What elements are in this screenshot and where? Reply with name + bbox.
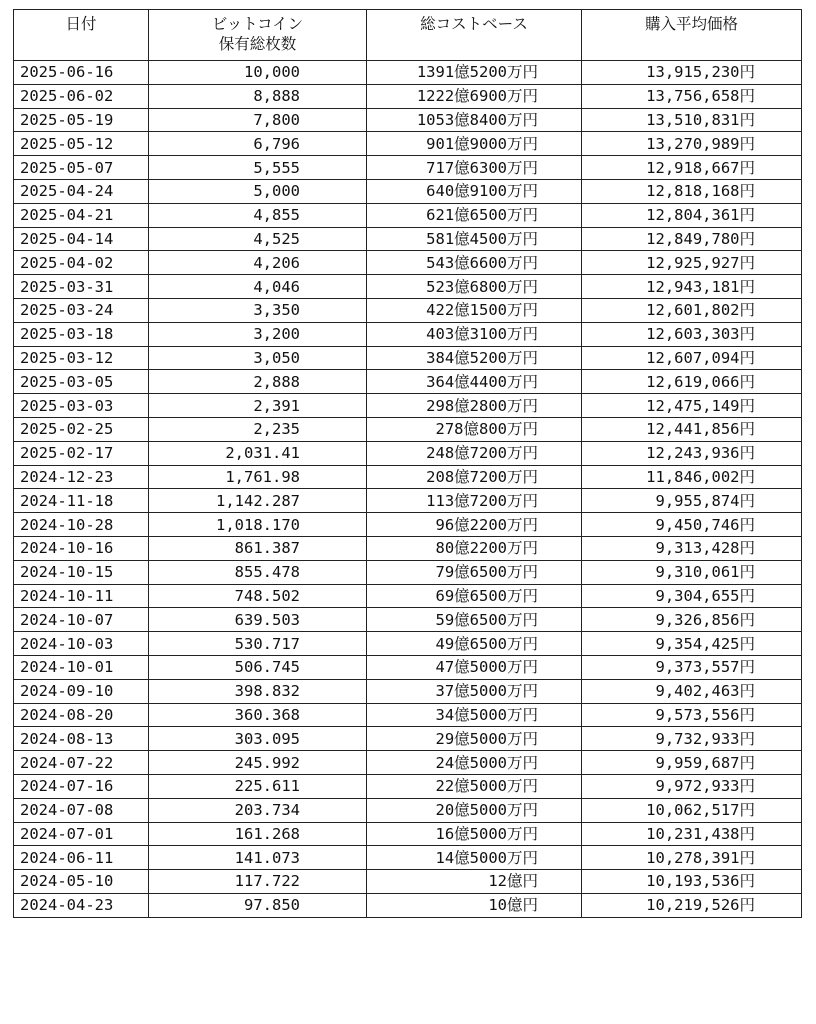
- table-row: [14, 536, 802, 560]
- date-cell: 2025-05-12: [14, 132, 149, 156]
- date-cell: 2024-10-07: [14, 608, 149, 632]
- table-row: [14, 61, 802, 85]
- btc-holdings-cell: 3,350: [149, 298, 367, 322]
- total-cost-cell: 29億5000万円: [367, 727, 582, 751]
- date-cell: 2024-08-20: [14, 703, 149, 727]
- total-cost-cell: 621億6500万円: [367, 203, 582, 227]
- average-price-cell: 13,756,658円: [582, 84, 802, 108]
- total-cost-cell: 96億2200万円: [367, 513, 582, 537]
- total-cost-cell: 364億4400万円: [367, 370, 582, 394]
- table-header: [14, 10, 802, 61]
- date-cell: 2024-11-18: [14, 489, 149, 513]
- date-cell: 2025-02-25: [14, 417, 149, 441]
- btc-holdings-cell: 10,000: [149, 61, 367, 85]
- table-row: [14, 108, 802, 132]
- average-price-cell: 12,818,168円: [582, 179, 802, 203]
- table-row: [14, 394, 802, 418]
- header-average-price: [582, 10, 802, 61]
- btc-holdings-cell: 506.745: [149, 655, 367, 679]
- total-cost-cell: 80億2200万円: [367, 536, 582, 560]
- header-date-label: 日付: [65, 15, 97, 33]
- btc-holdings-cell: 5,000: [149, 179, 367, 203]
- table-row: [14, 679, 802, 703]
- table-row: [14, 84, 802, 108]
- date-cell: 2025-06-16: [14, 61, 149, 85]
- table-row: [14, 322, 802, 346]
- date-cell: 2025-03-18: [14, 322, 149, 346]
- average-price-cell: 13,270,989円: [582, 132, 802, 156]
- date-cell: 2024-10-01: [14, 655, 149, 679]
- date-cell: 2024-07-16: [14, 774, 149, 798]
- btc-holdings-cell: 303.095: [149, 727, 367, 751]
- date-cell: 2024-04-23: [14, 893, 149, 917]
- table-row: [14, 822, 802, 846]
- average-price-cell: 12,243,936円: [582, 441, 802, 465]
- btc-holdings-cell: 2,031.41: [149, 441, 367, 465]
- average-price-cell: 9,402,463円: [582, 679, 802, 703]
- total-cost-cell: 208億7200万円: [367, 465, 582, 489]
- average-price-cell: 12,475,149円: [582, 394, 802, 418]
- date-cell: 2025-04-14: [14, 227, 149, 251]
- date-cell: 2025-05-19: [14, 108, 149, 132]
- average-price-cell: 9,732,933円: [582, 727, 802, 751]
- total-cost-cell: 901億9000万円: [367, 132, 582, 156]
- btc-holdings-cell: 203.734: [149, 798, 367, 822]
- table-body: [14, 61, 802, 918]
- header-btc-holdings: [149, 10, 367, 61]
- average-price-cell: 10,219,526円: [582, 893, 802, 917]
- table-row: [14, 227, 802, 251]
- table-row: [14, 751, 802, 775]
- table-row: [14, 465, 802, 489]
- total-cost-cell: 384億5200万円: [367, 346, 582, 370]
- total-cost-cell: 543億6600万円: [367, 251, 582, 275]
- average-price-cell: 12,925,927円: [582, 251, 802, 275]
- btc-holdings-cell: 360.368: [149, 703, 367, 727]
- table-row: [14, 275, 802, 299]
- average-price-cell: 12,619,066円: [582, 370, 802, 394]
- btc-holdings-cell: 141.073: [149, 846, 367, 870]
- date-cell: 2025-04-24: [14, 179, 149, 203]
- btc-holdings-cell: 225.611: [149, 774, 367, 798]
- total-cost-cell: 717億6300万円: [367, 156, 582, 180]
- total-cost-cell: 47億5000万円: [367, 655, 582, 679]
- total-cost-cell: 1222億6900万円: [367, 84, 582, 108]
- btc-holdings-cell: 2,391: [149, 394, 367, 418]
- date-cell: 2025-03-05: [14, 370, 149, 394]
- table-row: [14, 608, 802, 632]
- btc-holdings-cell: 639.503: [149, 608, 367, 632]
- average-price-cell: 12,943,181円: [582, 275, 802, 299]
- average-price-cell: 10,231,438円: [582, 822, 802, 846]
- total-cost-cell: 523億6800万円: [367, 275, 582, 299]
- header-btc-line2: 保有総枚数: [218, 35, 297, 53]
- btc-holdings-cell: 3,200: [149, 322, 367, 346]
- date-cell: 2024-07-01: [14, 822, 149, 846]
- btc-holdings-cell: 2,888: [149, 370, 367, 394]
- date-cell: 2024-08-13: [14, 727, 149, 751]
- total-cost-cell: 69億6500万円: [367, 584, 582, 608]
- table-row: [14, 370, 802, 394]
- total-cost-cell: 298億2800万円: [367, 394, 582, 418]
- date-cell: 2025-04-21: [14, 203, 149, 227]
- average-price-cell: 9,959,687円: [582, 751, 802, 775]
- average-price-cell: 10,062,517円: [582, 798, 802, 822]
- btc-holdings-cell: 1,761.98: [149, 465, 367, 489]
- total-cost-cell: 37億5000万円: [367, 679, 582, 703]
- table-row: [14, 513, 802, 537]
- total-cost-cell: 49億6500万円: [367, 632, 582, 656]
- btc-holdings-cell: 4,046: [149, 275, 367, 299]
- total-cost-cell: 403億3100万円: [367, 322, 582, 346]
- table-row: [14, 774, 802, 798]
- table-row: [14, 584, 802, 608]
- table-row: [14, 441, 802, 465]
- average-price-cell: 10,278,391円: [582, 846, 802, 870]
- average-price-cell: 12,849,780円: [582, 227, 802, 251]
- total-cost-cell: 640億9100万円: [367, 179, 582, 203]
- btc-holdings-cell: 748.502: [149, 584, 367, 608]
- date-cell: 2025-02-17: [14, 441, 149, 465]
- btc-holdings-cell: 3,050: [149, 346, 367, 370]
- total-cost-cell: 16億5000万円: [367, 822, 582, 846]
- table-row: [14, 893, 802, 917]
- table-row: [14, 179, 802, 203]
- total-cost-cell: 12億円: [367, 870, 582, 894]
- date-cell: 2024-09-10: [14, 679, 149, 703]
- table-row: [14, 346, 802, 370]
- average-price-cell: 12,804,361円: [582, 203, 802, 227]
- average-price-cell: 12,607,094円: [582, 346, 802, 370]
- btc-holdings-cell: 398.832: [149, 679, 367, 703]
- table-row: [14, 298, 802, 322]
- average-price-cell: 9,326,856円: [582, 608, 802, 632]
- date-cell: 2024-10-03: [14, 632, 149, 656]
- total-cost-cell: 34億5000万円: [367, 703, 582, 727]
- total-cost-cell: 581億4500万円: [367, 227, 582, 251]
- average-price-cell: 9,373,557円: [582, 655, 802, 679]
- header-avg-label: 購入平均価格: [644, 15, 738, 33]
- date-cell: 2025-03-31: [14, 275, 149, 299]
- btc-holdings-cell: 97.850: [149, 893, 367, 917]
- btc-holdings-cell: 6,796: [149, 132, 367, 156]
- date-cell: 2025-05-07: [14, 156, 149, 180]
- average-price-cell: 9,304,655円: [582, 584, 802, 608]
- average-price-cell: 9,450,746円: [582, 513, 802, 537]
- total-cost-cell: 20億5000万円: [367, 798, 582, 822]
- btc-holdings-cell: 245.992: [149, 751, 367, 775]
- table-row: [14, 203, 802, 227]
- header-row: [14, 10, 802, 61]
- date-cell: 2025-03-03: [14, 394, 149, 418]
- table-row: [14, 251, 802, 275]
- btc-holdings-cell: 117.722: [149, 870, 367, 894]
- average-price-cell: 12,441,856円: [582, 417, 802, 441]
- date-cell: 2024-07-08: [14, 798, 149, 822]
- average-price-cell: 12,603,303円: [582, 322, 802, 346]
- btc-holdings-cell: 861.387: [149, 536, 367, 560]
- average-price-cell: 13,510,831円: [582, 108, 802, 132]
- date-cell: 2025-04-02: [14, 251, 149, 275]
- average-price-cell: 12,918,667円: [582, 156, 802, 180]
- date-cell: 2025-03-24: [14, 298, 149, 322]
- total-cost-cell: 248億7200万円: [367, 441, 582, 465]
- table-row: [14, 846, 802, 870]
- btc-holdings-cell: 4,855: [149, 203, 367, 227]
- total-cost-cell: 59億6500万円: [367, 608, 582, 632]
- date-cell: 2024-10-11: [14, 584, 149, 608]
- total-cost-cell: 10億円: [367, 893, 582, 917]
- table-row: [14, 489, 802, 513]
- average-price-cell: 13,915,230円: [582, 61, 802, 85]
- total-cost-cell: 79億6500万円: [367, 560, 582, 584]
- total-cost-cell: 14億5000万円: [367, 846, 582, 870]
- average-price-cell: 9,354,425円: [582, 632, 802, 656]
- btc-holdings-cell: 161.268: [149, 822, 367, 846]
- btc-holdings-cell: 1,018.170: [149, 513, 367, 537]
- average-price-cell: 9,313,428円: [582, 536, 802, 560]
- bitcoin-holdings-table: [13, 9, 802, 918]
- btc-holdings-cell: 1,142.287: [149, 489, 367, 513]
- average-price-cell: 9,310,061円: [582, 560, 802, 584]
- header-cost-label: 総コストベース: [420, 15, 528, 33]
- btc-holdings-cell: 4,206: [149, 251, 367, 275]
- header-btc-line1: ビットコイン: [211, 15, 304, 33]
- date-cell: 2024-05-10: [14, 870, 149, 894]
- date-cell: 2024-10-16: [14, 536, 149, 560]
- date-cell: 2025-06-02: [14, 84, 149, 108]
- total-cost-cell: 22億5000万円: [367, 774, 582, 798]
- table-row: [14, 655, 802, 679]
- date-cell: 2024-10-15: [14, 560, 149, 584]
- btc-holdings-cell: 4,525: [149, 227, 367, 251]
- average-price-cell: 11,846,002円: [582, 465, 802, 489]
- date-cell: 2024-06-11: [14, 846, 149, 870]
- total-cost-cell: 113億7200万円: [367, 489, 582, 513]
- average-price-cell: 9,972,933円: [582, 774, 802, 798]
- table-row: [14, 870, 802, 894]
- date-cell: 2024-07-22: [14, 751, 149, 775]
- btc-holdings-cell: 530.717: [149, 632, 367, 656]
- btc-holdings-cell: 7,800: [149, 108, 367, 132]
- average-price-cell: 9,573,556円: [582, 703, 802, 727]
- date-cell: 2024-12-23: [14, 465, 149, 489]
- table-row: [14, 727, 802, 751]
- total-cost-cell: 1391億5200万円: [367, 61, 582, 85]
- average-price-cell: 10,193,536円: [582, 870, 802, 894]
- average-price-cell: 9,955,874円: [582, 489, 802, 513]
- total-cost-cell: 422億1500万円: [367, 298, 582, 322]
- table-row: [14, 632, 802, 656]
- date-cell: 2025-03-12: [14, 346, 149, 370]
- btc-holdings-cell: 2,235: [149, 417, 367, 441]
- btc-holdings-cell: 8,888: [149, 84, 367, 108]
- table-row: [14, 417, 802, 441]
- table-row: [14, 703, 802, 727]
- average-price-cell: 12,601,802円: [582, 298, 802, 322]
- btc-holdings-cell: 5,555: [149, 156, 367, 180]
- total-cost-cell: 278億800万円: [367, 417, 582, 441]
- header-total-cost: [367, 10, 582, 61]
- total-cost-cell: 24億5000万円: [367, 751, 582, 775]
- total-cost-cell: 1053億8400万円: [367, 108, 582, 132]
- header-date: [14, 10, 149, 61]
- table-row: [14, 132, 802, 156]
- table-row: [14, 798, 802, 822]
- table-row: [14, 156, 802, 180]
- btc-holdings-cell: 855.478: [149, 560, 367, 584]
- table-row: [14, 560, 802, 584]
- date-cell: 2024-10-28: [14, 513, 149, 537]
